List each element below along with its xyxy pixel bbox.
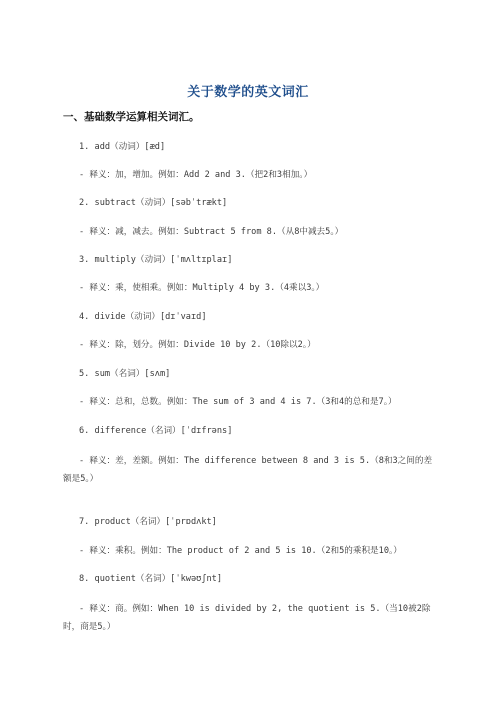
entry-definition: - 释义：总和，总数。例如：The sum of 3 and 4 is 7.（3和4的总和是7。） xyxy=(79,397,397,407)
page-title: 关于数学的英文词汇 xyxy=(187,85,309,100)
entry-definition: - 释义：商。例如：When 10 is divided by 2, the quotient is 5.（当10被2除时，商是5。） xyxy=(63,604,431,632)
entry-definition: - 释义：乘，使相乘。例如：Multiply 4 by 3.（4乘以3。） xyxy=(79,283,325,293)
entry-definition: - 释义：差，差额。例如：The difference between 8 and 3 is 5.（8和3之间的差额是5。） xyxy=(63,456,433,484)
entry-definition: - 释义：加，增加。例如：Add 2 and 3.（把2和3相加。） xyxy=(79,170,313,180)
entry-term: 1. add（动词）[æd] xyxy=(79,142,166,152)
entry-definition: - 释义：乘积。例如：The product of 2 and 5 is 10.（2和5的乘积是10。） xyxy=(79,546,402,556)
entry-term: 3. multiply（动词）[ˈmʌltɪplaɪ] xyxy=(79,255,233,265)
entry-term: 7. product（名词）[ˈprɒdʌkt] xyxy=(79,517,217,527)
entry-term: 5. sum（名词）[sʌm] xyxy=(79,369,171,379)
entry-term: 2. subtract（动词）[səbˈtrækt] xyxy=(79,198,228,208)
entry-definition: - 释义：除，划分。例如：Divide 10 by 2.（10除以2。） xyxy=(79,340,316,350)
section-heading: 一、基础数学运算相关词汇。 xyxy=(63,111,200,123)
entry-definition: - 释义：减，减去。例如：Subtract 5 from 8.（从8中减去5。） xyxy=(79,227,344,237)
entry-term: 4. divide（动词）[dɪˈvaɪd] xyxy=(79,312,207,322)
entry-term: 6. difference（名词）[ˈdɪfrəns] xyxy=(79,426,233,436)
entry-term: 8. quotient（名词）[ˈkwəʊʃnt] xyxy=(79,574,223,584)
